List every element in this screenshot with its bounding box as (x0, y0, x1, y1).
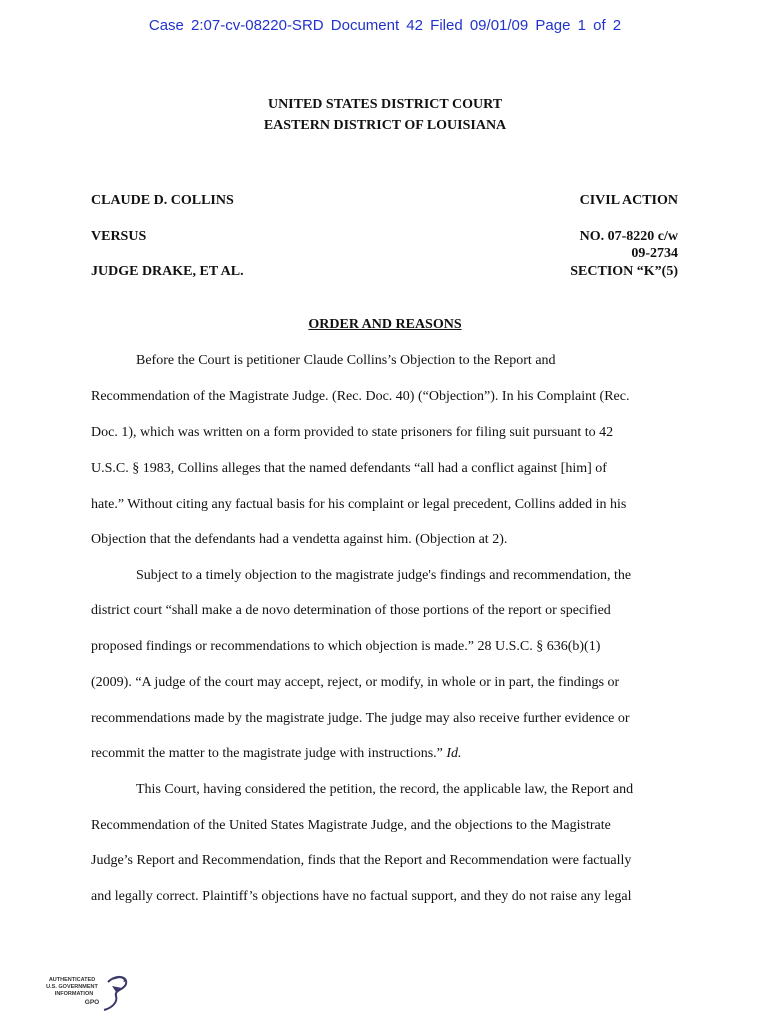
seal-line-2: U.S. GOVERNMENT (46, 984, 98, 990)
case-number-consolidated: 09-2734 (631, 246, 678, 261)
body-line: Doc. 1), which was written on a form provided to state prisoners for filing suit pursuant to 42 (91, 425, 614, 440)
body-line: Judge’s Report and Recommendation, finds that the Report and Recommendation were factually (91, 853, 632, 868)
body-line: and legally correct. Plaintiff’s objections have no factual support, and they do not raise any legal (91, 889, 632, 904)
body-line-with-citation (91, 745, 462, 762)
order-title: ORDER AND REASONS (308, 317, 462, 332)
body-line: This Court, having considered the petition, the record, the applicable law, the Report and (136, 782, 634, 797)
body-line: Recommendation of the Magistrate Judge. (Rec. Doc. 40) (“Objection”). In his Complaint (Rec. (91, 389, 630, 404)
court-district: EASTERN DISTRICT OF LOUISIANA (263, 118, 507, 133)
seal-line-1: AUTHENTICATED (48, 977, 96, 983)
body-line: Subject to a timely objection to the magistrate judge's findings and recommendation, the (136, 568, 632, 583)
body-line: Objection that the defendants had a vendetta against him. (Objection at 2). (91, 532, 508, 547)
body-line: district court “shall make a de novo determination of those portions of the report or specified (91, 603, 611, 618)
body-line: hate.” Without citing any factual basis for his complaint or legal precedent, Collins added in his (91, 497, 627, 512)
id-citation: Id. (446, 746, 462, 761)
body-line: proposed findings or recommendations to which objection is made.” 28 U.S.C. § 636(b)(1) (91, 639, 601, 654)
section-label: SECTION “K”(5) (570, 264, 678, 279)
court-name: UNITED STATES DISTRICT COURT (267, 97, 503, 112)
civil-action-label: CIVIL ACTION (579, 193, 678, 208)
body-line: U.S.C. § 1983, Collins alleges that the named defendants “all had a conflict against [him] of (91, 461, 607, 476)
seal-line-4: GPO (84, 999, 100, 1006)
case-header-stamp: Case 2:07-cv-08220-SRD Document 42 Filed 09/01/09 Page 1 of 2 (148, 17, 622, 34)
body-line: (2009). “A judge of the court may accept, reject, or modify, in whole or in part, the findings or (91, 675, 620, 690)
body-line-text: recommit the matter to the magistrate judge with instructions.” (91, 746, 447, 761)
seal-line-3: INFORMATION (54, 991, 94, 997)
gpo-authentication-seal-icon (42, 972, 134, 1016)
body-line: Before the Court is petitioner Claude Collins’s Objection to the Report and (136, 353, 556, 368)
court-heading (0, 94, 770, 136)
defendant-name: JUDGE DRAKE, ET AL. (91, 264, 244, 279)
versus-label: VERSUS (91, 229, 147, 244)
plaintiff-name: CLAUDE D. COLLINS (91, 193, 234, 208)
body-line: Recommendation of the United States Magistrate Judge, and the objections to the Magistrate (91, 818, 611, 833)
body-line: recommendations made by the magistrate judge. The judge may also receive further evidence or (91, 711, 630, 726)
case-number: NO. 07-8220 c/w (579, 229, 678, 244)
